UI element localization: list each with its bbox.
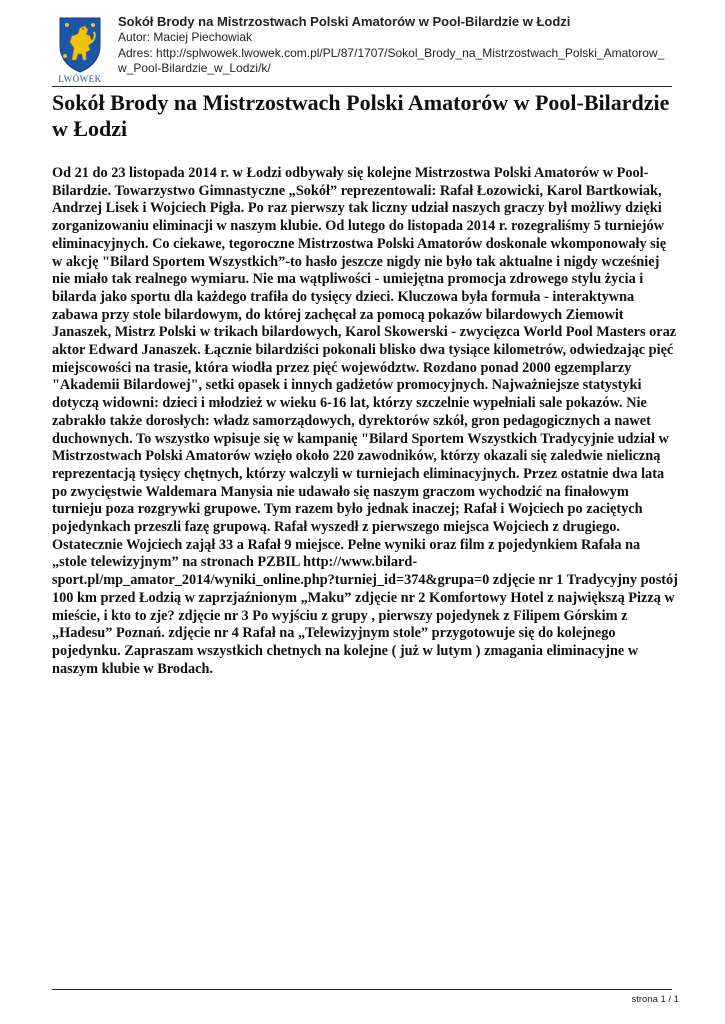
article-heading: Sokół Brody na Mistrzostwach Polski Amatorów w Pool-Bilardzie w Łodzi [52,90,670,141]
meta-author: Autor: Maciej Piechowiak [118,30,253,44]
article-body: Od 21 do 23 listopada 2014 r. w Łodzi odbywały się kolejne Mistrzostwa Polski Amatorów w Pool-Bilardzie. Towarzystwo Gimnastyczne „Sokół” reprezentowali: Rafał Łozowicki, Karol Bartkowiak, Andrzej Lisek i Wojciech Pigła. Po raz pierwszy tak liczny udział naszych graczy był możliwy dzięki zorganizowaniu eliminacji w naszym klubie. Od lutego do listopada 2014 r. rozegraliśmy 5 turniejów eliminacyjnych. Co ciekawe, tegoroczne Mistrzostwa Polski Amatorów doskonale wkomponowały się w akcję "Bilard Sportem Wszystkich”-to hasło jeszcze nigdy nie było tak aktualne i nigdy wcześniej nie miało tak realnego wymiaru. Nie ma wątpliwości - umiejętna promocja zdrowego stylu życia i bilarda jako sportu dla każdego trafiła do tysięcy dzieci. Kluczowa była formuła - interaktywna zabawa przy stole bilardowym, do której zachęcał za pomocą pokazów bilardowych Ziemowit Janaszek, Mistrz Polski w trikach bilardowych, Karol Skowerski - zwycięzca World Pool Masters oraz aktor Edward Janaszek. Łącznie bilardziści pokonali blisko dwa tysiące kilometrów, odwiedzając pięć miejscowości na trasie, która wiodła przez pięć województw. Rozdano ponad 2000 egzemplarzy "Akademii Bilardowej", setki opasek i innych gadżetów promocyjnych. Najważniejsze statystyki dotyczą widowni: dzieci i młodzież w wieku 6-16 lat, którzy szczelnie wypełniali sale pokazów. Nie zabrakło także dorosłych: władz samorządowych, dyrektorów szkół, gron pedagogicznych a nawet duchownych. To wszystko wpisuje się w kampanię "Bilard Sportem Wszystkich Tradycyjnie udział w Mistrzostwach Polski Amatorów wzięło około 220 zawodników, którzy okazali się zaledwie nieliczną reprezentacją tysięcy chętnych, którzy walczyli w turniejach eliminacyjnych. Przez ostatnie dwa lata po zwycięstwie Waldemara Manysia nie udawało się naszym graczom wychodzić na finałowym turnieju poza rozgrywki grupowe. Tym razem było jednak inaczej; Rafał i Wojciech po zaciętych pojedynkach przeszli fazę grupową. Rafał wyszedł z pierwszego miejsca Wojciech z drugiego. Ostatecznie Wojciech zajął 33 a Rafał 9 miejsce. Pełne wyniki oraz film z pojedynkiem Rafała na „stole telewizyjnym” na stronach PZBIL http://www.bilard-sport.pl/mp_amator_2014/wyniki_online.php?turniej_id=374&grupa=0 zdjęcie nr 1 Tradycyjny postój 100 km przed Łodzią w zaprzjaźnionym „Maku” zdjęcie nr 2 Komfortowy Hotel z największą Pizzą w mieście, i kto to zje? zdjęcie nr 3 Po wyjściu z grupy , pierwszy pojedynek z Filipem Górskim z „Hadesu” Poznań. zdjęcie nr 4 Rafał na „Telewizyjnym stole” przygotowuje się do kolejnego pojedynku. Zapraszam wszystkich chetnych na kolejne ( już w lutym ) zmagania eliminacyjne w naszym klubie w Brodach. [52,165,678,677]
coat-of-arms-logo [52,16,108,82]
meta-title: Sokół Brody na Mistrzostwach Polski Amatorów w Pool-Bilardzie w Łodzi [118,14,571,29]
header-divider [52,86,672,87]
meta-address-line-2[interactable]: w_Pool-Bilardzie_w_Lodzi/k/ [118,61,271,75]
footer-divider [52,989,672,990]
coat-of-arms-lion-icon [52,16,108,74]
document-meta [118,14,683,77]
document-header [52,10,682,82]
logo-caption: LWÓWEK [58,74,102,84]
meta-address-line-1[interactable]: Adres: http://splwowek.lwowek.com.pl/PL/87/1707/Sokol_Brody_na_Mistrzostwach_Polski_Amatorow_ [118,45,665,60]
page-number: strona 1 / 1 [631,994,679,1005]
